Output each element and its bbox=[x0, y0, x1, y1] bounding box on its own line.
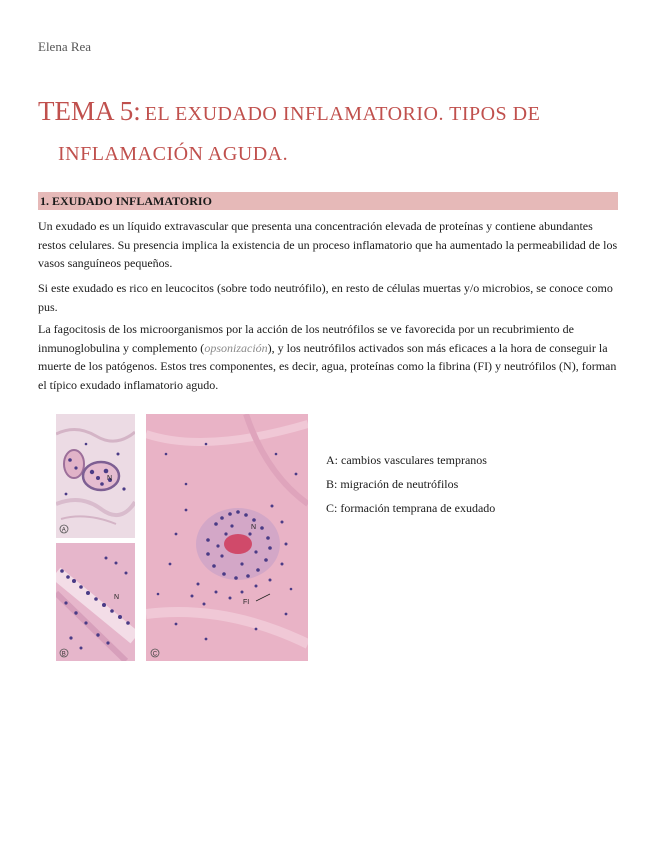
title-line-2 bbox=[38, 135, 618, 175]
panel-c-letter: C bbox=[152, 651, 158, 658]
author-name: Elena Rea bbox=[38, 39, 92, 54]
panel-a-n-label: N bbox=[107, 475, 113, 482]
micrograph-a-image bbox=[56, 414, 135, 538]
title-line-1 bbox=[38, 92, 618, 135]
paragraph-2: Si este exudado es rico en leucocitos (sobre todo neutrófilo), en resto de células muertas y/o microbios, se conoce como pus. bbox=[38, 281, 613, 314]
panel-c-n-label: N bbox=[251, 524, 257, 531]
panel-c-fi-label: FI bbox=[243, 599, 250, 606]
micrograph-panel-a bbox=[56, 414, 135, 538]
figure-legend bbox=[326, 448, 495, 520]
paragraph-3 bbox=[38, 320, 618, 394]
page-title bbox=[38, 92, 618, 175]
micrograph-c-image bbox=[146, 414, 308, 661]
micrograph-panel-b bbox=[56, 543, 135, 661]
paragraph-1: Un exudado es un líquido extravascular que presenta una concentración elevada de proteínas y contiene abundantes restos celulares. Su presencia implica la existencia de un proceso inflamatorio que ha aumentado la permeabilidad de los vasos sanguíneos pequeños. bbox=[38, 219, 618, 270]
legend-item-c: C: formación temprana de exudado bbox=[326, 501, 496, 515]
panel-a-letter: A bbox=[61, 527, 66, 534]
legend-item-b: B: migración de neutrófilos bbox=[326, 477, 459, 491]
title-prefix: TEMA 5: bbox=[38, 96, 141, 126]
panel-b-letter: B bbox=[61, 651, 66, 658]
paragraph-3-start: La fagocitosis de los microorganismos por la acción de los neutrófilos se ve favorecida por un recubrimiento de inmunoglobulina y complemento ( bbox=[38, 322, 574, 355]
section-heading: 1. EXUDADO INFLAMATORIO bbox=[38, 192, 618, 210]
title-text-2: INFLAMACIÓN AGUDA. bbox=[58, 143, 289, 165]
micrograph-b-image bbox=[56, 543, 135, 661]
paragraph-3-end: ), y los neutrófilos activados son más eficaces a la hora de conseguir la muerte de los patógenos. Estos tres componentes, es decir, agua, proteínas como la fibrina (FI) y neutrófilos (N), forman el típico exudado inflamatorio agudo. bbox=[38, 340, 617, 392]
legend-item-a: A: cambios vasculares tempranos bbox=[326, 453, 487, 467]
panel-b-n-label: N bbox=[114, 594, 120, 601]
title-text-1: EL EXUDADO INFLAMATORIO. TIPOS DE bbox=[144, 103, 541, 125]
micrograph-panel-c bbox=[146, 414, 308, 661]
opsonizacion-term: opsonización bbox=[204, 340, 268, 355]
